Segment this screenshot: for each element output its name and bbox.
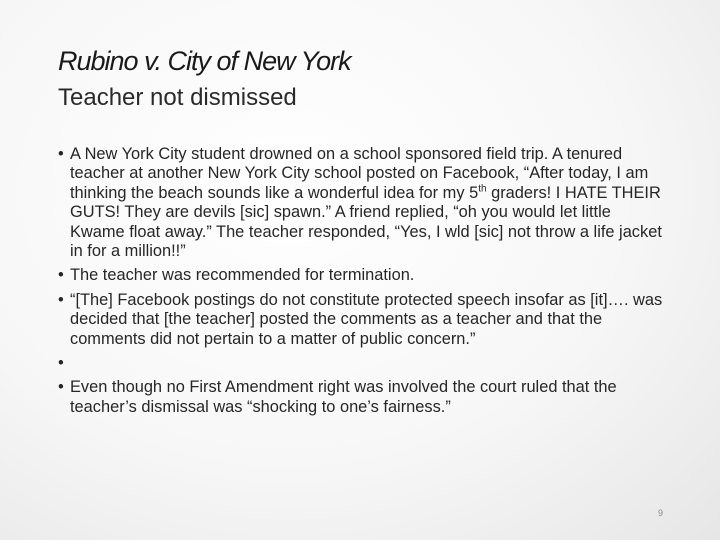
bullet-text-4	[70, 354, 668, 373]
bullet-glyph: •	[58, 290, 64, 309]
bullet-item-4	[58, 354, 668, 373]
bullet-text-3: “[The] Facebook postings do not constitute protected speech insofar as [it]…. was decided that [the teacher] posted the comments as a teacher and that the comments did not pertain to a matter of public concern.”	[70, 290, 663, 348]
bullet-text-5: Even though no First Amendment right was involved the court ruled that the teacher’s dismissal was “shocking to one’s fairness.”	[70, 378, 617, 416]
bullet-list	[58, 145, 668, 422]
page-number: 9	[658, 508, 664, 518]
bullet-item-1	[58, 145, 668, 261]
slide-title: Rubino v. City of New York	[58, 46, 351, 76]
bullet-glyph: •	[58, 378, 64, 397]
bullet-item-3	[58, 291, 668, 349]
bullet-item-2	[58, 266, 668, 285]
bullet-text-2: The teacher was recommended for termination.	[70, 266, 415, 285]
bullet-text-1-part-b: graders! I HATE THEIR GUTS! They are devils [sic] spawn.” A friend replied, “oh you would let little Kwame float away.” The teacher responded, “Yes, I wld [sic] not throw a life jacket in for a million!!”	[70, 183, 662, 261]
bullet-glyph: •	[58, 145, 64, 163]
bullet-text-1-superscript: th	[478, 183, 487, 195]
bullet-text-1	[70, 145, 668, 261]
bullet-glyph: •	[58, 266, 64, 285]
bullet-text-1-part-a: A New York City student drowned on a school sponsored field trip. A tenured teacher at another New York City school posted on Facebook, “After today, I am thinking the beach sounds like a wonderful idea for my 5	[70, 145, 649, 202]
bullet-item-5	[58, 378, 668, 417]
bullet-glyph: •	[58, 354, 64, 373]
slide-subtitle: Teacher not dismissed	[58, 84, 297, 111]
